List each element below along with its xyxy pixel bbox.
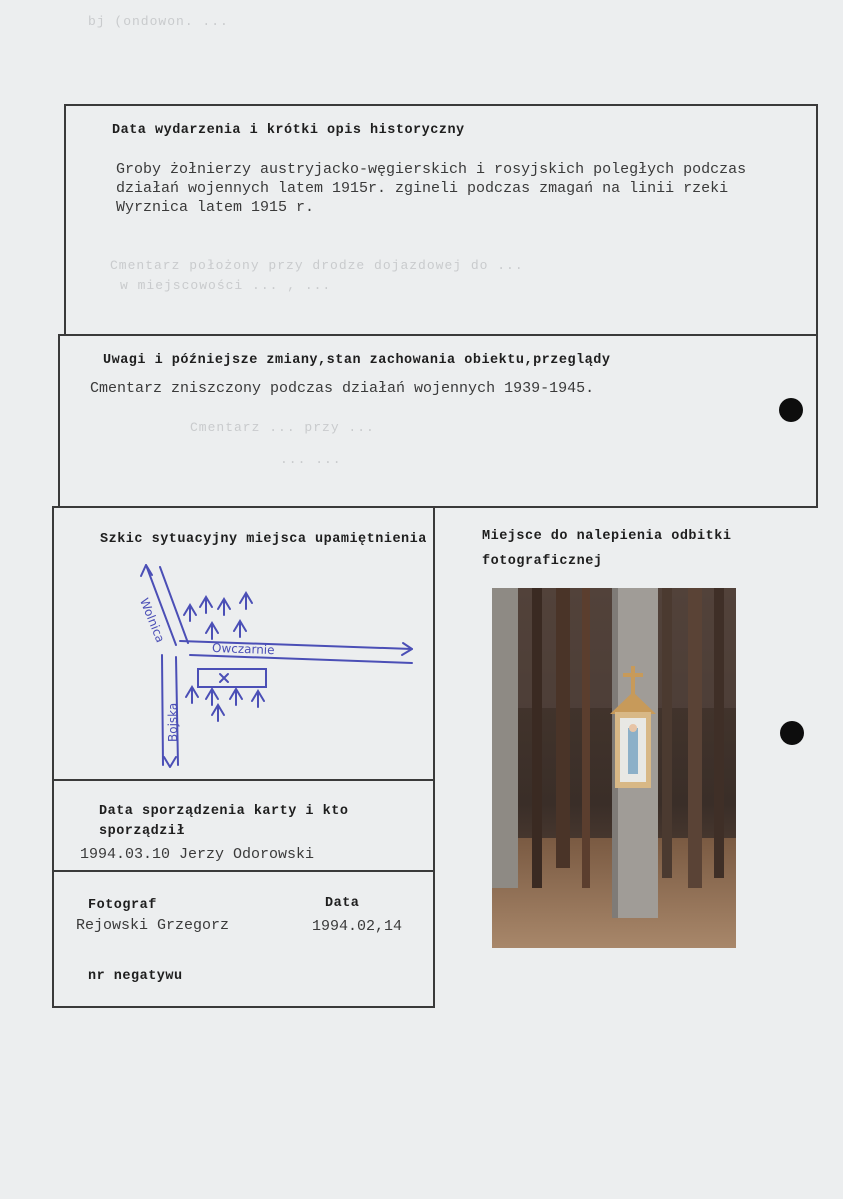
frame-top (64, 104, 818, 106)
photograph (492, 588, 736, 948)
section2-text: Cmentarz zniszczony podczas działań wojennych 1939-1945. (90, 380, 595, 397)
photo-date-label: Data (325, 896, 360, 911)
sketch-heading: Szkic sytuacyjny miejsca upamiętnienia (100, 532, 427, 547)
bleed-through-text: Cmentarz położony przy drodze dojazdowej do ... (110, 258, 524, 273)
bleed-through-text: w miejscowości ... , ... (120, 278, 332, 293)
section2-heading: Uwagi i późniejsze zmiany,stan zachowania obiektu,przeglądy (103, 353, 611, 368)
road-label-right: Owczarnie (211, 640, 275, 658)
frame-bottom (52, 1006, 435, 1008)
section1-heading: Data wydarzenia i krótki opis historyczny (112, 123, 465, 138)
frame-right (816, 104, 818, 506)
bleed-through-text: Cmentarz ... przy ... (190, 420, 375, 435)
punch-hole (779, 398, 803, 422)
photographer-name: Rejowski Grzegorz (76, 917, 230, 934)
negative-label: nr negatywu (88, 969, 183, 984)
column-divider (433, 506, 435, 1008)
photo-date-value: 1994.02,14 (312, 918, 403, 935)
divider-2 (52, 506, 818, 508)
situation-sketch (0, 545, 420, 785)
frame-left-middle (58, 334, 60, 506)
section1-text: Groby żołnierzy austryjacko-węgierskich i rosyjskich poległych podczas działań wojennych latem 1915r. zgineli podczas zmagań na linii rzeki Wyrznica latem 1915 r. (116, 161, 747, 216)
card-date-heading: Data sporządzenia karty i kto sporządził (99, 804, 349, 839)
divider-4 (52, 870, 435, 872)
divider-1 (58, 334, 818, 336)
top-note: bj (ondowon. ... (88, 14, 229, 29)
frame-left-upper (64, 104, 66, 336)
punch-hole (780, 721, 804, 745)
card-date-value: 1994.03.10 Jerzy Odorowski (80, 846, 315, 863)
photo-area-heading: Miejsce do nalepienia odbitki fotograficznej (482, 529, 732, 569)
road-label-top: Wolnica (137, 596, 168, 645)
photographer-label: Fotograf (88, 898, 157, 913)
road-label-bottom: Bojska (166, 702, 180, 742)
bleed-through-text: ... ... (280, 452, 342, 467)
